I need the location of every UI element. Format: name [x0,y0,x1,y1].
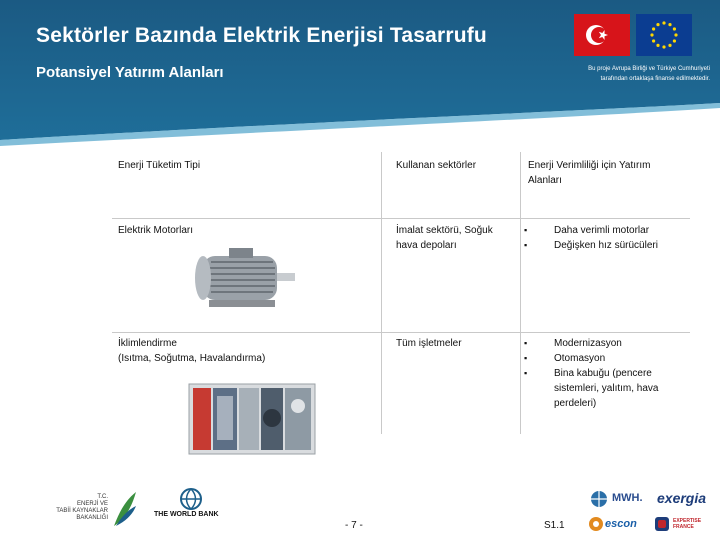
table-row-divider [112,218,690,219]
row-motors-type: Elektrik Motorları [118,225,194,236]
expertise-france-logo-text [673,518,701,530]
slide-title: Sektörler Bazında Elektrik Enerjisi Tasarrufu [36,24,487,47]
ministry-logo-line: TABİİ KAYNAKLAR [56,508,108,514]
expertise-france-icon [654,516,670,532]
exergia-logo-text: exergia [657,490,707,506]
eu-flag-icon [636,14,692,56]
ministry-logo-line: BAKANLIĞI [76,515,108,521]
mwh-globe-icon [590,490,608,508]
row-hvac-type-line: (Isıtma, Soğutma, Havalandırma) [118,353,266,364]
electric-motor-image [189,236,303,318]
row-hvac-type-line: İklimlendirme [118,338,177,349]
list-item: ▪ Daha verimli motorlar [524,223,684,238]
table-row-divider [112,332,690,333]
hvac-unit-image [183,376,323,458]
row-motors-sectors: İmalat sektörü, Soğuk hava depoları [396,225,493,251]
row-motors-areas [524,223,684,253]
row-hvac-sectors: Tüm işletmeler [396,338,462,349]
table-column-divider [381,152,382,434]
list-item: ▪ Değişken hız sürücüleri [524,238,684,253]
table-column-divider [520,152,521,434]
funding-note-line: tarafından ortaklaşa finanse edilmektedir. [600,76,710,82]
world-bank-logo-text: THE WORLD BANK [154,511,219,518]
footer [0,480,720,540]
row-hvac-type [118,336,265,366]
ministry-logo-line: T.C. [97,494,108,500]
ministry-logo-text [56,494,108,522]
table-header-sectors: Kullanan sektörler [396,160,477,171]
table-header-type: Enerji Tüketim Tipi [118,160,201,171]
page-number: - 7 - [345,520,363,531]
row-hvac-areas [524,336,684,411]
ministry-logo-line: ENERJİ VE [76,501,108,507]
list-item: ▪ Bina kabuğu (pencere sistemleri, yalıtım, hava perdeleri) [524,366,684,411]
ministry-logo-icon [112,490,138,528]
world-bank-globe-icon [180,488,202,510]
turkey-flag-icon [574,14,630,56]
list-item: ▪ Modernizasyon [524,336,684,351]
header-band [0,0,720,150]
table-header-areas: Enerji Verimliliği için Yatırım Alanları [528,160,651,186]
escon-logo-text: escon [605,518,637,530]
funding-note-line: Bu proje Avrupa Birliği ve Türkiye Cumhuriyeti [588,66,710,72]
slide-subtitle: Potansiyel Yatırım Alanları [36,64,224,81]
funding-note [510,64,710,84]
expertise-france-line: FRANCE [673,524,694,530]
expertise-france-line: EXPERTISE [673,518,702,524]
mwh-logo-text: MWH. [612,492,643,504]
slide-code: S1.1 [544,520,565,531]
list-item: ▪ Otomasyon [524,351,684,366]
escon-gear-icon [588,516,604,532]
